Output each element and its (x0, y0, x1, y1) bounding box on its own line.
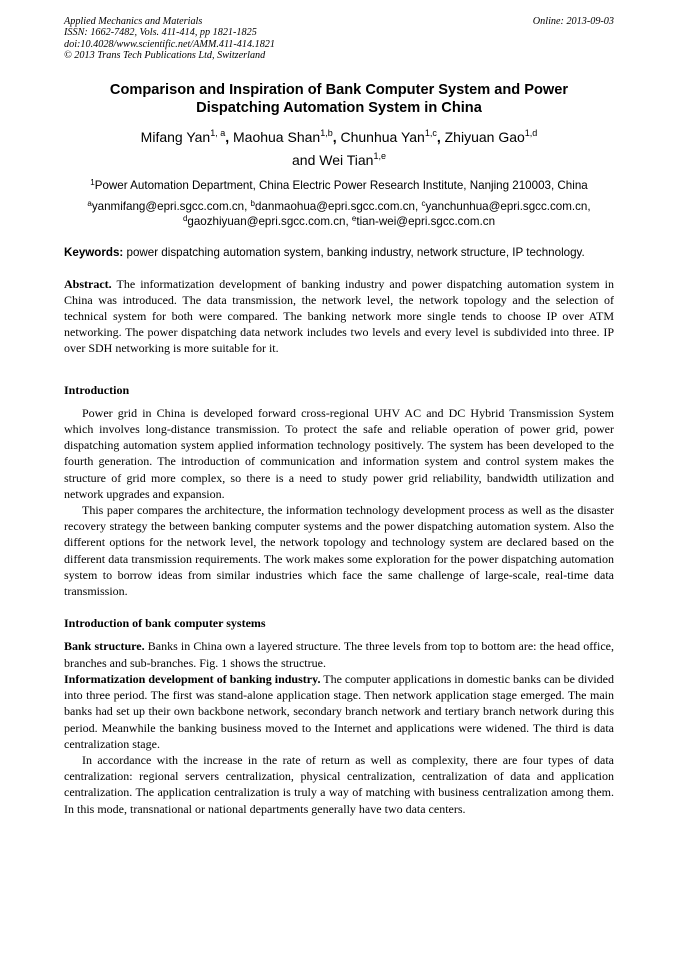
author-separator: , (332, 128, 341, 145)
email-sup: e (351, 213, 357, 223)
paragraph: Power grid in China is developed forward cross-regional UHV AC and DC Hybrid Transmission System which involves long-distance transmission. To protect the safe and reliable operation of power grid, power dispatching automation system applied information technology positively. The system has been developed to the fourth generation. The introduction of communication and information system and control system makes the structure of grid more complex, so there is a need to study power grid reliability, bandwidth utilization and network upgrades and expansion. (64, 405, 614, 501)
section-heading-introduction: Introduction (64, 382, 130, 397)
author-sup: 1,b (320, 127, 333, 138)
author-name: Mifang Yan (140, 128, 211, 145)
email-link[interactable]: yanmifang@epri.sgcc.com.cn, (91, 199, 251, 213)
author-name: Maohua Shan (233, 128, 321, 145)
online-date: Online: 2013-09-03 (532, 16, 614, 27)
author-line-1 (64, 126, 614, 149)
email-sup: d (182, 213, 188, 223)
email-sup: c (421, 198, 426, 208)
paper-title (64, 81, 614, 118)
abstract-text: The informatization development of banking industry and power dispatching automation system in China was introduced. The data transmission, the network level, the network topology and the selection of technical system for both were compared. The banking network more single tends to choose IP over ATM networking. The power dispatching data network includes two levels and every level is subdivided into three. IP over SDH networking is more suitable for it. (64, 276, 614, 356)
email-sup: b (250, 198, 255, 208)
email-line-1 (64, 199, 614, 214)
paragraph: This paper compares the architecture, the information technology development process as well as the disaster recovery strategy the between banking computer systems and the power dispatching automation system. Also the different options for the network level, the network topology and technology system are declared based on the different data transmission requirements. The work makes some exploration for the power dispatching automation system to borrow ideas from similar industries which face the same challenge of large-scale, real-time data transmission. (64, 503, 614, 599)
keywords-label: Keywords: (64, 245, 124, 259)
paper-page (64, 16, 614, 817)
title-line-1: Comparison and Inspiration of Bank Computer System and Power (109, 81, 569, 98)
keywords (64, 245, 614, 260)
doi-line: doi:10.4028/www.scientific.net/AMM.411-414.1821 (64, 38, 275, 50)
author-name: Chunhua Yan (340, 128, 425, 145)
author-line-2 (64, 149, 614, 172)
paragraph-text: Banks in China own a layered structure. The three levels from top to bottom are: the head office, branches and sub-branches. Fig. 1 shows the structrue. (64, 639, 615, 670)
email-link[interactable]: gaozhiyuan@epri.sgcc.com.cn, (187, 214, 352, 228)
keywords-text: power dispatching automation system, banking industry, network structure, IP technology. (123, 245, 585, 259)
author-emails (64, 199, 614, 229)
abstract-label: Abstract. (64, 276, 112, 291)
run-in-heading: Bank structure. (64, 639, 145, 654)
email-link[interactable]: yanchunhua@epri.sgcc.com.cn, (425, 199, 591, 213)
author-list (64, 126, 614, 172)
affiliation-text: Power Automation Department, China Electric Power Research Institute, Nanjing 210003, China (94, 178, 588, 192)
abstract (64, 276, 614, 357)
paragraph: In accordance with the increase in the rate of return as well as complexity, there are four types of data centralization: regional servers centralization, physical centralization, centralization of data and application centralization. The application centralization is truly a way of matching with business centralization among them. In this mode, transnational or national departments generally have two data centers. (64, 752, 614, 816)
journal-name: Applied Mechanics and Materials (64, 16, 203, 27)
author-separator: , (225, 128, 233, 145)
issn-line: ISSN: 1662-7482, Vols. 411-414, pp 1821-1825 (64, 27, 257, 39)
author-sup: 1, a (210, 127, 226, 138)
journal-header (64, 16, 614, 62)
copyright-line: © 2013 Trans Tech Publications Ltd, Switzerland (64, 50, 266, 62)
email-line-2 (64, 214, 614, 229)
paragraph-text: The computer applications in domestic banks can be divided into three period. The first was stand-alone application stage. Then network application stage emerged. The main banks had set up their own backbone network, secondary branch network and tertiary branch network during this period. Meanwhile the banking business moved to the Internet and applications were widened. The third is data centralization stage. (64, 671, 615, 751)
email-link[interactable]: tian-wei@epri.sgcc.com.cn (356, 214, 496, 228)
author-sup: 1,c (424, 127, 437, 138)
title-line-2: Dispatching Automation System in China (196, 100, 482, 117)
author-sup: 1,d (524, 127, 538, 138)
paragraph (64, 671, 614, 752)
author-name: Zhiyuan Gao (444, 128, 525, 145)
author-sup: 1,e (373, 150, 386, 161)
email-sup: a (87, 198, 92, 208)
section-heading-bank-systems: Introduction of bank computer systems (64, 616, 266, 631)
author-name: and Wei Tian (292, 151, 374, 168)
run-in-heading: Informatization development of banking industry. (64, 671, 321, 686)
email-link[interactable]: danmaohua@epri.sgcc.com.cn, (255, 199, 422, 213)
paragraph (64, 638, 614, 670)
author-separator: , (436, 128, 445, 145)
affiliation (64, 178, 614, 193)
affiliation-sup: 1 (90, 177, 95, 187)
